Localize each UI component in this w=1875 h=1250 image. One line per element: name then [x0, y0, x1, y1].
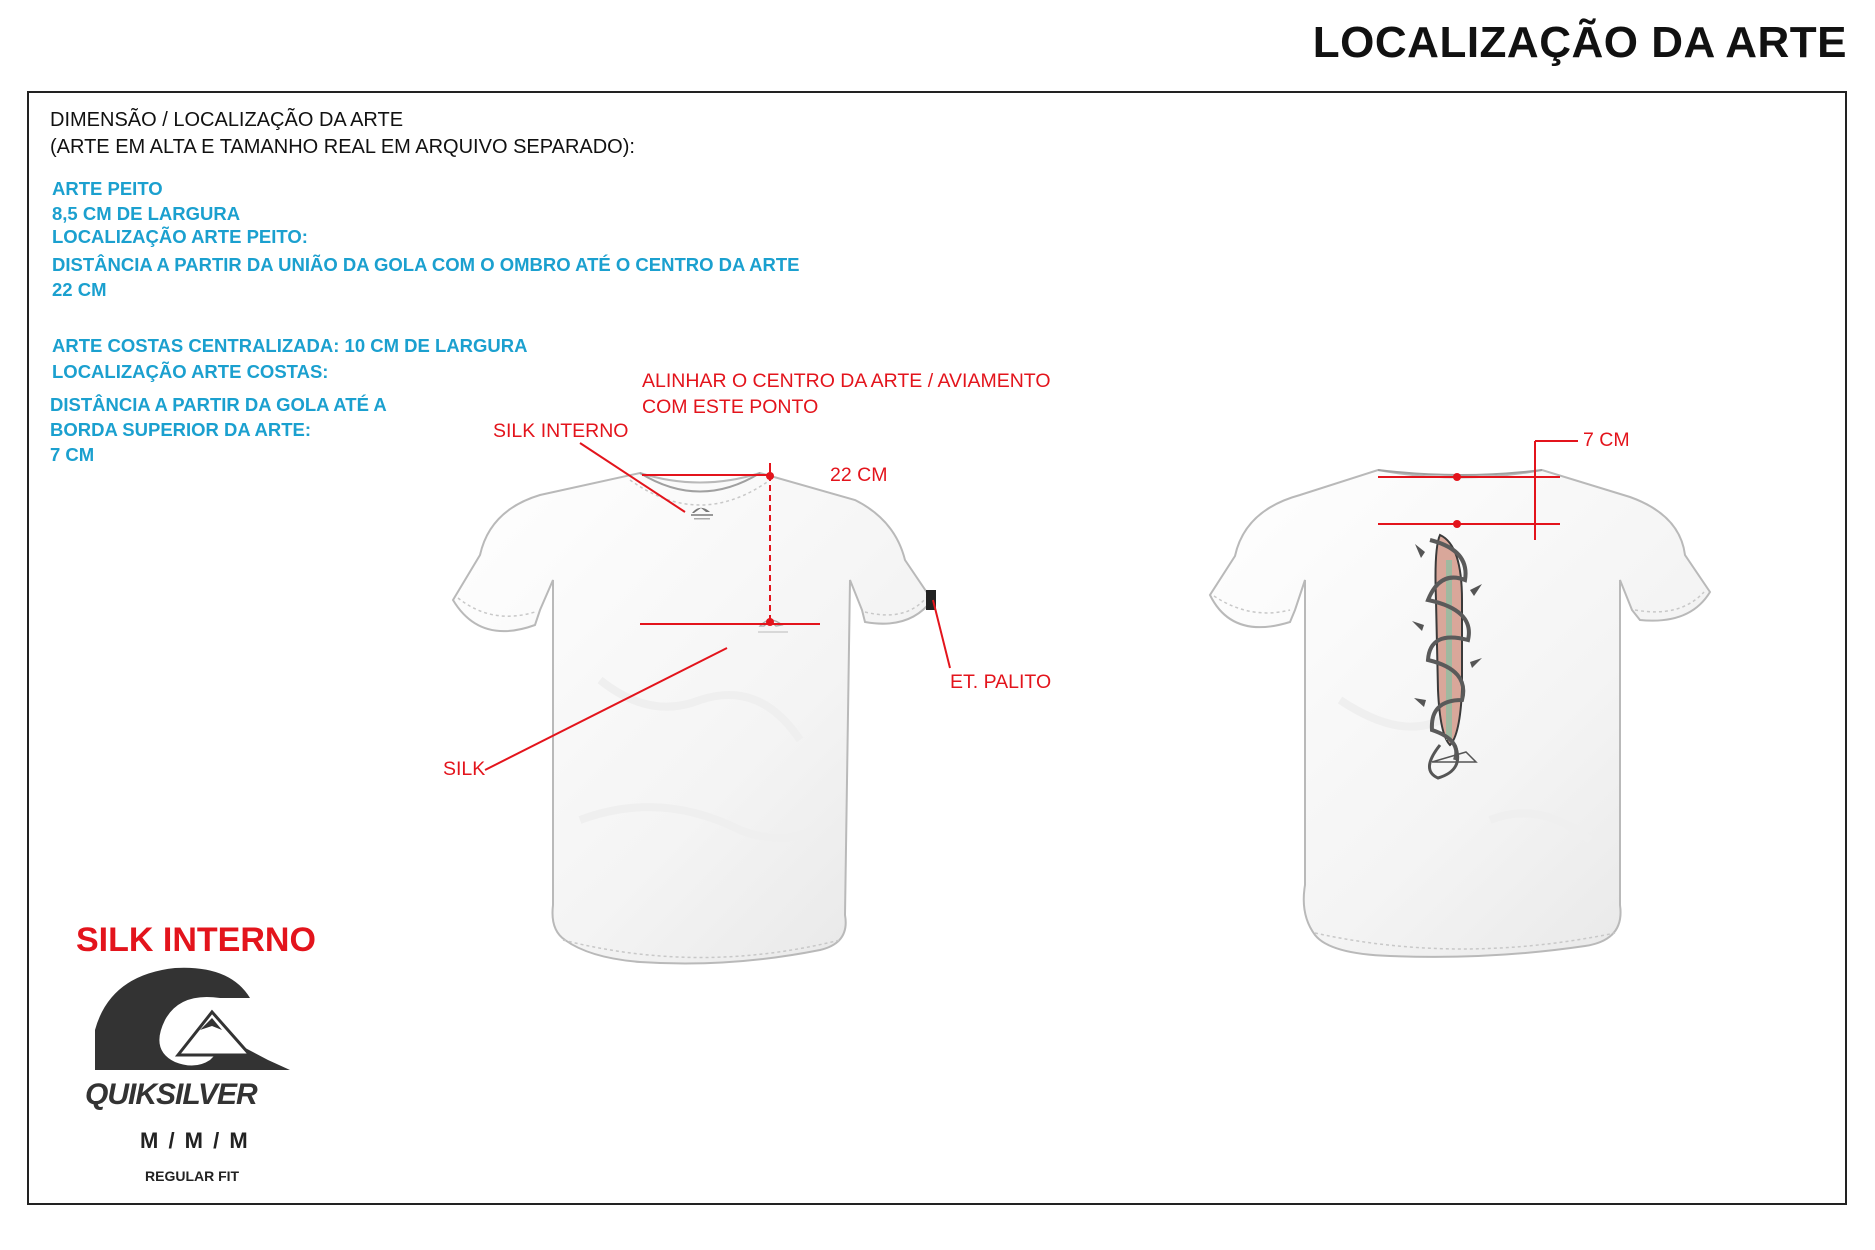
- silk-callout: SILK: [443, 758, 486, 780]
- fit-label: REGULAR FIT: [145, 1168, 240, 1184]
- back-spec-title: ARTE COSTAS CENTRALIZADA: 10 CM DE LARGURA: [52, 335, 528, 356]
- align-center-callout-line-1: ALINHAR O CENTRO DA ARTE / AVIAMENTO: [642, 370, 1051, 392]
- chest-spec-location-title: LOCALIZAÇÃO ARTE PEITO:: [52, 226, 308, 247]
- back-spec-distance-value: 7 CM: [50, 444, 95, 465]
- back-spec-distance-line-1: DISTÂNCIA A PARTIR DA GOLA ATÉ A: [50, 394, 387, 415]
- chest-spec-distance-text: DISTÂNCIA A PARTIR DA UNIÃO DA GOLA COM O OMBRO ATÉ O CENTRO DA ARTE: [52, 254, 800, 275]
- quiksilver-logo-icon: [95, 968, 290, 1070]
- chest-spec-width: 8,5 CM DE LARGURA: [52, 203, 241, 224]
- page-title: LOCALIZAÇÃO DA ARTE: [1312, 18, 1847, 67]
- tshirt-front: [453, 473, 936, 964]
- back-measure-7cm: 7 CM: [1583, 429, 1630, 451]
- size-label: M / M / M: [140, 1128, 250, 1153]
- silk-interno-callout: SILK INTERNO: [493, 420, 629, 442]
- front-measure-22cm: 22 CM: [830, 464, 888, 486]
- back-spec-location-title: LOCALIZAÇÃO ARTE COSTAS:: [52, 361, 329, 382]
- silk-interno-logo-title: SILK INTERNO: [76, 921, 316, 959]
- brand-wordmark: QUIKSILVER: [85, 1078, 257, 1111]
- label-tag-callout: ET. PALITO: [950, 671, 1052, 693]
- chest-spec-distance-value: 22 CM: [52, 279, 107, 300]
- intro-line-1: DIMENSÃO / LOCALIZAÇÃO DA ARTE: [50, 109, 404, 131]
- back-spec-distance-line-2: BORDA SUPERIOR DA ARTE:: [50, 419, 312, 440]
- intro-line-2: (ARTE EM ALTA E TAMANHO REAL EM ARQUIVO SEPARADO):: [50, 136, 635, 158]
- chest-spec-title: ARTE PEITO: [52, 178, 163, 199]
- align-center-callout-line-2: COM ESTE PONTO: [642, 396, 819, 418]
